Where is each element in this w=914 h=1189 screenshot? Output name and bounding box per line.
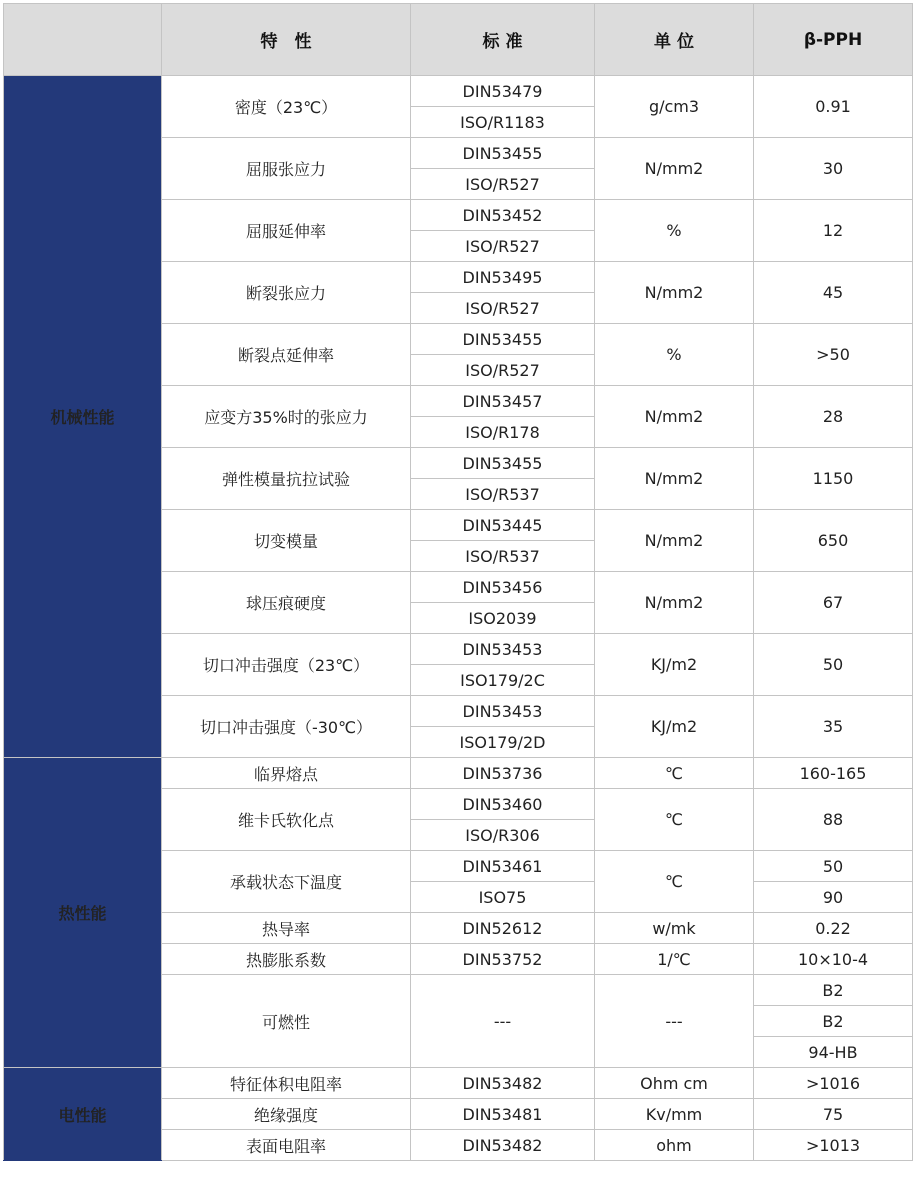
standard-code: DIN53495 <box>411 262 595 293</box>
unit: g/cm3 <box>595 76 754 138</box>
standard-code: ISO179/2C <box>411 665 595 696</box>
value: 160-165 <box>754 758 913 789</box>
property-name: 弹性模量抗拉试验 <box>162 448 411 510</box>
value: 1150 <box>754 448 913 510</box>
unit: ohm <box>595 1130 754 1161</box>
value: 28 <box>754 386 913 448</box>
property-name: 球压痕硬度 <box>162 572 411 634</box>
standard-code: DIN53752 <box>411 944 595 975</box>
standard-code: DIN53455 <box>411 138 595 169</box>
property-name: 特征体积电阻率 <box>162 1068 411 1099</box>
standard-code: ISO/R537 <box>411 541 595 572</box>
property-name: 临界熔点 <box>162 758 411 789</box>
value: 0.91 <box>754 76 913 138</box>
unit: N/mm2 <box>595 448 754 510</box>
table-body <box>4 76 913 1161</box>
properties-table <box>3 3 913 1161</box>
value: >50 <box>754 324 913 386</box>
value: 94-HB <box>754 1037 913 1068</box>
header-value: β-PPH <box>754 4 913 76</box>
value: 30 <box>754 138 913 200</box>
property-name: 切口冲击强度（-30℃） <box>162 696 411 758</box>
unit: N/mm2 <box>595 262 754 324</box>
unit: % <box>595 324 754 386</box>
property-name: 应变方35%时的张应力 <box>162 386 411 448</box>
value: B2 <box>754 1006 913 1037</box>
standard-code: ISO/R1183 <box>411 107 595 138</box>
value: 88 <box>754 789 913 851</box>
table-row <box>4 758 913 789</box>
unit: KJ/m2 <box>595 696 754 758</box>
unit: ℃ <box>595 789 754 851</box>
property-name: 断裂张应力 <box>162 262 411 324</box>
standard-code: DIN53455 <box>411 448 595 479</box>
unit: Kv/mm <box>595 1099 754 1130</box>
property-name: 屈服张应力 <box>162 138 411 200</box>
unit: N/mm2 <box>595 572 754 634</box>
standard-code: DIN53453 <box>411 634 595 665</box>
value: >1013 <box>754 1130 913 1161</box>
standard-code: DIN53479 <box>411 76 595 107</box>
unit: N/mm2 <box>595 386 754 448</box>
standard-code: DIN53452 <box>411 200 595 231</box>
property-name: 断裂点延伸率 <box>162 324 411 386</box>
property-name: 热导率 <box>162 913 411 944</box>
category-header <box>4 4 162 76</box>
value: 67 <box>754 572 913 634</box>
property-name: 切口冲击强度（23℃） <box>162 634 411 696</box>
standard-code: ISO/R537 <box>411 479 595 510</box>
property-name: 维卡氏软化点 <box>162 789 411 851</box>
property-name: 表面电阻率 <box>162 1130 411 1161</box>
header-property: 特 性 <box>162 4 411 76</box>
value: 45 <box>754 262 913 324</box>
standard-code: ISO/R527 <box>411 169 595 200</box>
standard-code: DIN53482 <box>411 1068 595 1099</box>
unit: % <box>595 200 754 262</box>
category-thermal: 热性能 <box>4 758 162 1068</box>
standard-code: DIN53456 <box>411 572 595 603</box>
category-mechanical: 机械性能 <box>4 76 162 758</box>
value: 75 <box>754 1099 913 1130</box>
property-name: 屈服延伸率 <box>162 200 411 262</box>
value: B2 <box>754 975 913 1006</box>
standard-code: ISO/R306 <box>411 820 595 851</box>
unit: 1/℃ <box>595 944 754 975</box>
header-row <box>4 4 913 76</box>
property-name: 承载状态下温度 <box>162 851 411 913</box>
standard-code: ISO2039 <box>411 603 595 634</box>
standard-code: DIN53481 <box>411 1099 595 1130</box>
value: 650 <box>754 510 913 572</box>
unit: KJ/m2 <box>595 634 754 696</box>
unit: N/mm2 <box>595 510 754 572</box>
unit: --- <box>595 975 754 1068</box>
standard-code: ISO/R527 <box>411 293 595 324</box>
table-row <box>4 76 913 107</box>
value: 35 <box>754 696 913 758</box>
standard-code: DIN53453 <box>411 696 595 727</box>
unit: Ohm cm <box>595 1068 754 1099</box>
property-name: 密度（23℃） <box>162 76 411 138</box>
standard-code: DIN53736 <box>411 758 595 789</box>
standard-code: ISO75 <box>411 882 595 913</box>
standard-code: DIN53482 <box>411 1130 595 1161</box>
standard-code: DIN53460 <box>411 789 595 820</box>
value: 12 <box>754 200 913 262</box>
property-name: 热膨胀系数 <box>162 944 411 975</box>
table-row <box>4 1068 913 1099</box>
standard-code: --- <box>411 975 595 1068</box>
standard-code: ISO179/2D <box>411 727 595 758</box>
category-electrical: 电性能 <box>4 1068 162 1161</box>
header-standard: 标 准 <box>411 4 595 76</box>
property-name: 切变模量 <box>162 510 411 572</box>
standard-code: ISO/R527 <box>411 231 595 262</box>
value: 50 <box>754 634 913 696</box>
standard-code: ISO/R527 <box>411 355 595 386</box>
property-name: 绝缘强度 <box>162 1099 411 1130</box>
standard-code: DIN53461 <box>411 851 595 882</box>
unit: ℃ <box>595 851 754 913</box>
value: 50 <box>754 851 913 882</box>
standard-code: DIN53455 <box>411 324 595 355</box>
value: 90 <box>754 882 913 913</box>
standard-code: ISO/R178 <box>411 417 595 448</box>
value: 10×10-4 <box>754 944 913 975</box>
unit: N/mm2 <box>595 138 754 200</box>
property-name: 可燃性 <box>162 975 411 1068</box>
unit: w/mk <box>595 913 754 944</box>
value: 0.22 <box>754 913 913 944</box>
header-unit: 单 位 <box>595 4 754 76</box>
unit: ℃ <box>595 758 754 789</box>
value: >1016 <box>754 1068 913 1099</box>
standard-code: DIN52612 <box>411 913 595 944</box>
standard-code: DIN53457 <box>411 386 595 417</box>
standard-code: DIN53445 <box>411 510 595 541</box>
